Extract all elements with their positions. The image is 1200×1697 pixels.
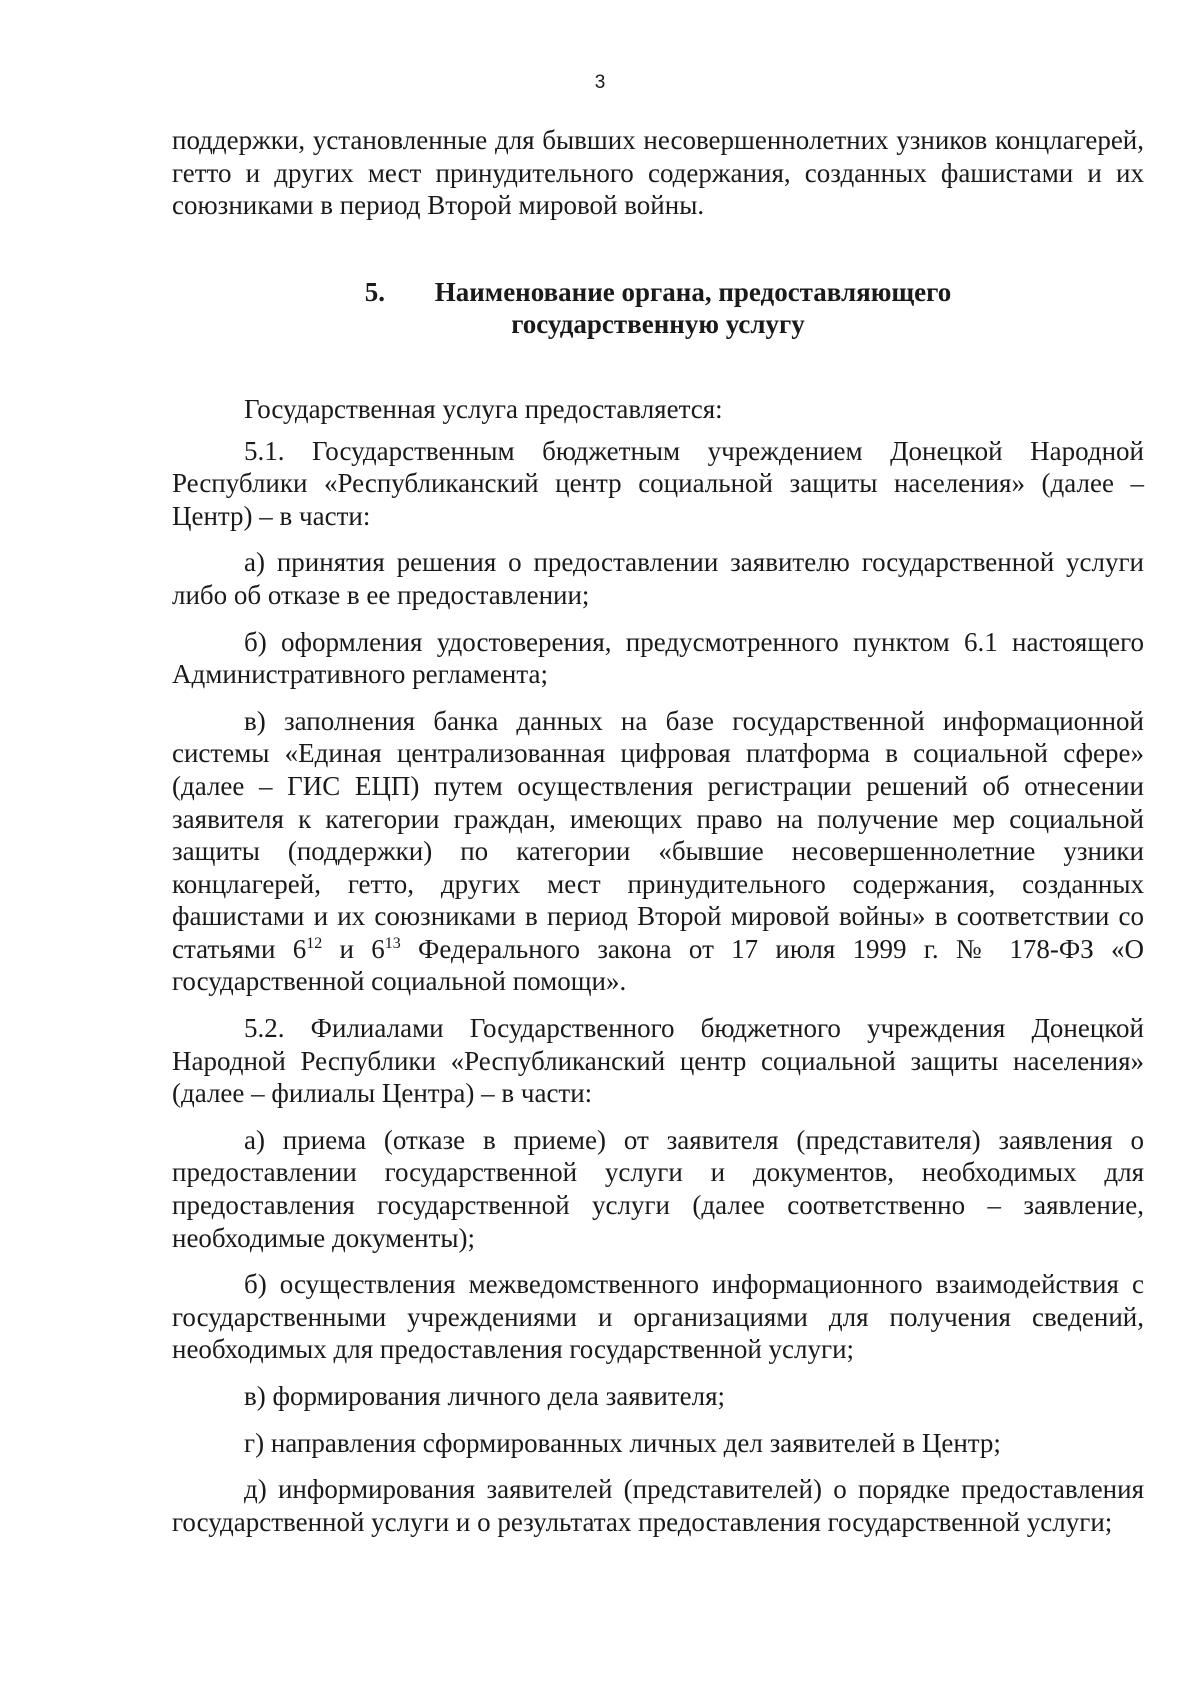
section-heading <box>172 276 1144 341</box>
paragraph-5-1: 5.1. Государственным бюджетным учреждением Донецкой Народной Республики «Республиканский центр социальной защиты населения» (далее – Центр) – в части: <box>172 435 1144 531</box>
superscript-12: 12 <box>306 934 323 952</box>
paragraph-5-1-v-text-2: и 6 <box>322 933 385 964</box>
section-title-line-2: государственную услугу <box>511 309 805 340</box>
document-body <box>172 124 1144 1538</box>
paragraph-5-2-g: г) направления сформированных личных дел заявителей в Центр; <box>244 1427 1001 1458</box>
paragraph-5-2-a: а) приема (отказе в приеме) от заявителя (представителя) заявления о предоставлении государственной услуги и документов, необходимых для предоставления государственной услуги (далее соответственно – заявление, необходимые документы); <box>172 1124 1144 1253</box>
paragraph-5-2: 5.2. Филиалами Государственного бюджетного учреждения Донецкой Народной Республики «Республиканский центр социальной защиты населения» (далее – филиалы Центра) – в части: <box>172 1013 1144 1109</box>
superscript-13: 13 <box>384 934 401 952</box>
paragraph-5-1-v-text-1: в) заполнения банка данных на базе государственной информационной системы «Единая централизованная цифровая платформа в социальной сфере» (далее – ГИС ЕЦП) путем осуществления регистрации решений об отнесении заявителя к категории граждан, имеющих право на получение мер социальной защиты (поддержки) по категории «бывшие несовершеннолетние узники концлагерей, гетто, других мест принудительного содержания, созданных фашистами и их союзниками в период Второй мировой войны» в соответствии со статьями 6 <box>172 705 1144 964</box>
lead-paragraph: Государственная услуга предоставляется: <box>244 393 723 424</box>
intro-paragraph: поддержки, установленные для бывших несовершеннолетних узников концлагерей, гетто и других мест принудительного содержания, созданных фашистами и их союзниками в период Второй мировой войны. <box>172 125 1144 221</box>
paragraph-5-1-v-text-3: Федерального закона от 17 июля 1999 г. № 178-ФЗ «О государственной социальной помощи». <box>172 933 1145 997</box>
section-heading-line-1 <box>172 276 1144 309</box>
section-title-line-1: Наименование органа, предоставляющего <box>434 276 952 307</box>
paragraph-5-2-v: в) формирования личного дела заявителя; <box>244 1381 726 1411</box>
paragraph-5-1-v <box>172 705 1144 998</box>
paragraph-5-1-b: б) оформления удостоверения, предусмотренного пунктом 6.1 настоящего Административного регламента; <box>172 626 1144 690</box>
paragraph-5-2-b: б) осуществления межведомственного информационного взаимодействия с государственными учреждениями и организациями для получения сведений, необходимых для предоставления государственной услуги; <box>172 1269 1144 1365</box>
paragraph-5-1-a: а) принятия решения о предоставлении заявителю государственной услуги либо об отказе в ее предоставлении; <box>172 547 1144 610</box>
page-number: 3 <box>594 72 606 93</box>
section-number: 5. <box>364 276 385 307</box>
paragraph-5-2-d: д) информирования заявителей (представителей) о порядке предоставления государственной услуги и о результатах предоставления государственной услуги; <box>172 1474 1144 1537</box>
